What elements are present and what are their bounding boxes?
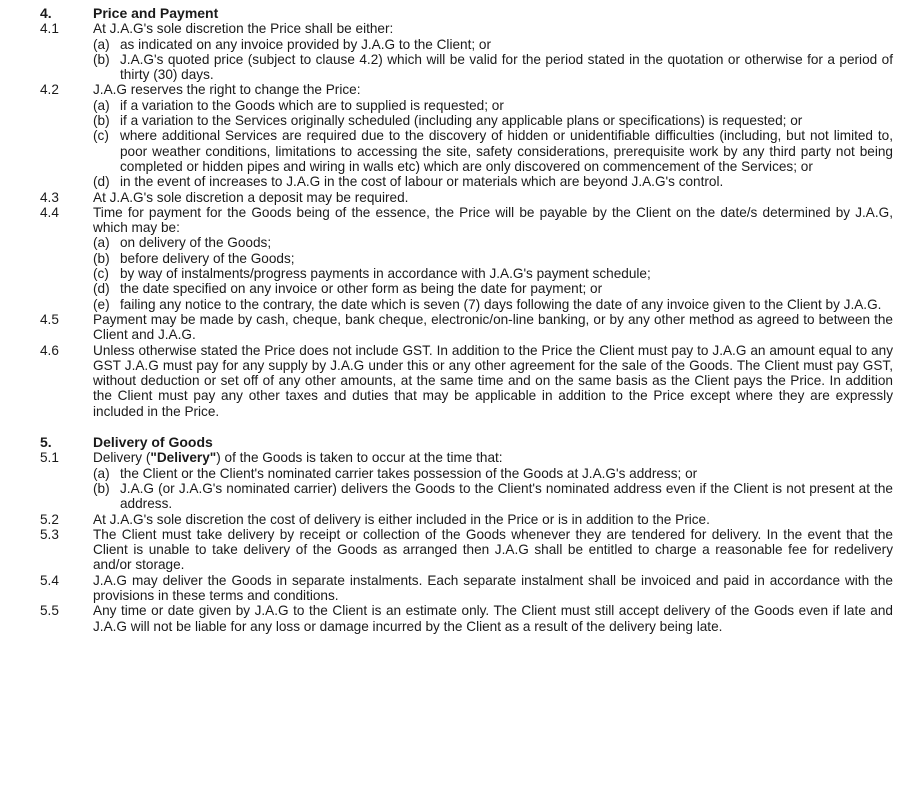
sub-clause-text: before delivery of the Goods; [120,250,295,266]
sub-clause-text: as indicated on any invoice provided by J.A.G to the Client; or [120,36,492,52]
clause-5-4 [40,573,893,604]
clause-number: 5.4 [40,572,59,588]
sub-clause-label: (d) [93,174,110,190]
sub-clause [93,52,893,83]
clause-4-2 [40,82,893,189]
section-number: 5. [40,434,52,451]
sub-clause [93,297,893,312]
sub-clause-label: (a) [93,465,110,481]
sub-clause-label: (e) [93,296,110,312]
sub-clause-text: if a variation to the Services originally scheduled (including any applicable plans or specifications) is requested; or [120,113,803,129]
clause-text: At J.A.G's sole discretion the cost of delivery is either included in the Price or is in addition to the Price. [93,511,710,527]
sub-clause-label: (b) [93,113,110,129]
clause-number: 4.6 [40,342,59,358]
sub-clause-label: (a) [93,235,110,251]
section-title: Price and Payment [93,5,219,21]
section-title: Delivery of Goods [93,434,213,451]
section-4-heading [40,6,893,21]
clause-number: 5.1 [40,450,59,466]
sub-clause-text: J.A.G (or J.A.G's nominated carrier) delivers the Goods to the Client's nominated address even if the Client is not present at the address. [120,480,893,512]
clause-text-pre: Delivery ( [93,450,151,466]
sub-clause [93,98,893,113]
sub-clause-text: failing any notice to the contrary, the date which is seven (7) days following the date of any invoice given to the Client by J.A.G. [120,296,882,312]
clause-text: Payment may be made by cash, cheque, bank cheque, electronic/on-line banking, or by any other method as agreed to between the Client and J.A.G. [93,311,893,343]
clause-5-5 [40,603,893,634]
sub-clause [93,113,893,128]
clause-5-2 [40,512,893,527]
clause-text: J.A.G reserves the right to change the Price: [93,82,361,98]
sub-clause [93,266,893,281]
clause-text: At J.A.G's sole discretion a deposit may be required. [93,189,409,205]
sub-clause [93,281,893,296]
sub-clause [93,37,893,52]
clause-4-4 [40,205,893,312]
clause-text: The Client must take delivery by receipt or collection of the Goods whenever they are tendered for delivery. In the event that the Client is unable to take delivery of the Goods as arranged then J.A.G shall be entitled to charge a reasonable fee for redelivery and/or storage. [93,526,893,573]
clause-number: 4.5 [40,311,59,327]
sub-clause-label: (d) [93,281,110,297]
clause-number: 5.3 [40,526,59,542]
clause-text: At J.A.G's sole discretion the Price shall be either: [93,21,394,37]
clause-text: J.A.G may deliver the Goods in separate instalments. Each separate instalment shall be invoiced and paid in accordance with the provisions in these terms and conditions. [93,572,893,603]
sub-clause [93,235,893,250]
sub-clause-label: (a) [93,97,110,113]
sub-clause-text: if a variation to the Goods which are to supplied is requested; or [120,97,504,113]
sub-clause [93,466,893,481]
sub-clause [93,174,893,189]
sub-clause-text: where additional Services are required due to the discovery of hidden or unidentifiable difficulties (including, but not limited to, poor weather conditions, limitations to accessing the site, safety considerations, prerequisite work by any third party not being completed or hidden pipes and wiring in walls etc) which are only discovered on commencement of the Services; or [120,128,893,174]
clause-4-1 [40,21,893,82]
clause-5-3 [40,527,893,573]
clause-text [93,450,893,465]
section-5-heading [40,435,893,450]
sub-clause-text: on delivery of the Goods; [120,235,272,251]
sub-clause-label: (c) [93,128,109,144]
sub-clause-text: in the event of increases to J.A.G in the cost of labour or materials which are beyond J.A.G's control. [120,174,724,190]
sub-clause [93,128,893,174]
clause-number: 5.5 [40,603,59,619]
clause-number: 4.3 [40,189,59,205]
clause-5-1 [40,450,893,511]
section-spacer [40,419,893,435]
clause-text: Any time or date given by J.A.G to the Client is an estimate only. The Client must still accept delivery of the Goods even if late and J.A.G will not be liable for any loss or damage incurred by the Client as a result of the delivery being late. [93,603,893,634]
clause-text: Time for payment for the Goods being of the essence, the Price will be payable by the Client on the date/s determined by J.A.G, which may be: [93,204,893,236]
clause-4-6 [40,343,893,419]
sub-clause-text: J.A.G's quoted price (subject to clause 4.2) which will be valid for the period stated in the quotation or otherwise for a period of thirty (30) days. [120,51,893,83]
sub-clause-text: by way of instalments/progress payments in accordance with J.A.G's payment schedule; [120,266,651,282]
sub-clause-text: the date specified on any invoice or other form as being the date for payment; or [120,281,603,297]
sub-clause-label: (b) [93,250,110,266]
clause-number: 4.4 [40,204,59,220]
sub-clause-text: the Client or the Client's nominated carrier takes possession of the Goods at J.A.G's address; or [120,465,698,481]
sub-clause-label: (b) [93,480,110,496]
sub-clause-label: (c) [93,266,109,282]
sub-clause [93,251,893,266]
sub-clause-label: (a) [93,36,110,52]
defined-term: "Delivery" [150,450,217,466]
clause-number: 4.1 [40,21,59,37]
clause-number: 4.2 [40,82,59,98]
sub-clause [93,481,893,512]
clause-4-3 [40,190,893,205]
section-number: 4. [40,5,52,21]
clause-4-5 [40,312,893,343]
clause-text: Unless otherwise stated the Price does not include GST. In addition to the Price the Client must pay to J.A.G an amount equal to any GST J.A.G must pay for any supply by J.A.G under this or any other agreement for the sale of the Goods. The Client must pay GST, without deduction or set off of any other amounts, at the same time and on the same basis as the Client pays the Price. In addition the Client must pay any other taxes and duties that may be applicable in addition to the Price except where they are expressly included in the Price. [93,342,893,419]
sub-clause-label: (b) [93,51,110,67]
clause-text-post: ) of the Goods is taken to occur at the time that: [216,450,503,466]
clause-number: 5.2 [40,511,59,527]
